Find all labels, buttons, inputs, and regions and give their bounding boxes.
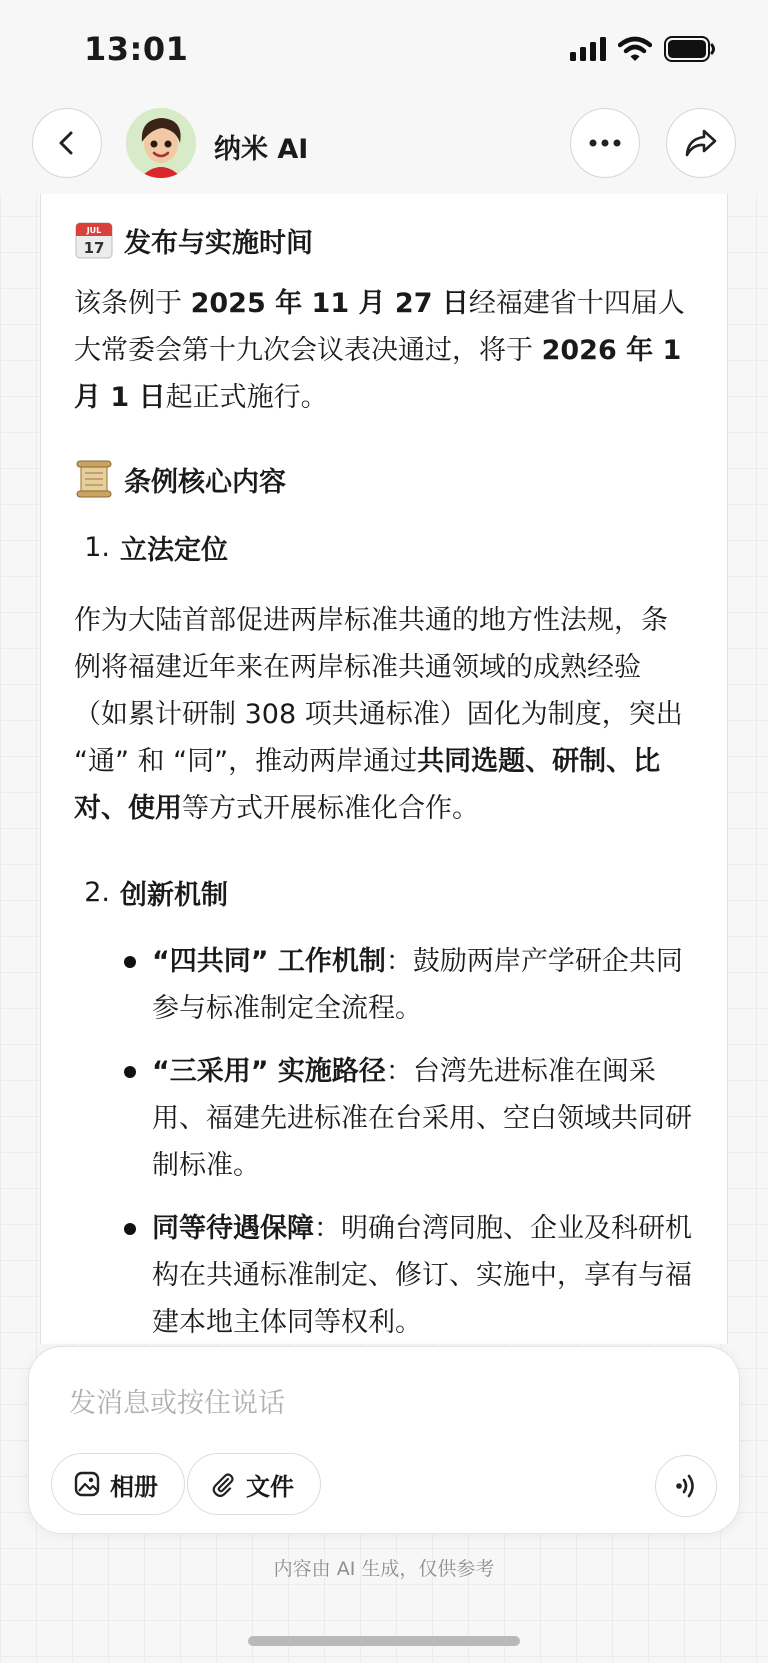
share-icon xyxy=(684,128,718,158)
image-icon xyxy=(74,1471,100,1497)
section-title: 条例核心内容 xyxy=(124,466,286,498)
para-text: 作为大陆首部促进两岸标准共通的地方性法规，条例将福建近年来在两岸标准共通领域的成熟经验（如累计研制 308 项共通标准）固化为制度，突出 “通” 和 “同”，推动两岸通过 xyxy=(74,605,683,777)
status-time: 13:01 xyxy=(84,30,189,68)
voice-icon xyxy=(672,1472,700,1500)
list-title: 创新机制 xyxy=(120,879,228,911)
chevron-left-icon xyxy=(54,130,80,156)
more-button[interactable] xyxy=(570,108,640,178)
section-title: 发布与实施时间 xyxy=(124,227,313,259)
file-label: 文件 xyxy=(246,1472,294,1501)
legislative-paragraph xyxy=(74,597,694,832)
list-item-innovation xyxy=(74,866,694,918)
scroll-icon xyxy=(74,459,114,499)
calendar-icon xyxy=(74,220,114,260)
svg-text:JUL: JUL xyxy=(86,226,102,235)
section-heading-core xyxy=(74,453,694,505)
bullet-bold: “三采用” 实施路径 xyxy=(152,1056,386,1087)
nav-bar xyxy=(0,96,768,194)
bullet-bold: 同等待遇保障 xyxy=(152,1213,314,1244)
voice-button[interactable] xyxy=(655,1455,717,1517)
list-title: 立法定位 xyxy=(120,534,228,566)
share-button[interactable] xyxy=(666,108,736,178)
status-icons xyxy=(570,36,716,62)
wifi-icon xyxy=(618,36,652,62)
list-number: 2. xyxy=(84,876,110,908)
cellular-signal-icon xyxy=(570,37,606,61)
file-button[interactable] xyxy=(187,1453,321,1515)
album-label: 相册 xyxy=(110,1472,158,1501)
para-text: 等方式开展标准化合作。 xyxy=(182,793,479,824)
section-heading-release xyxy=(74,214,694,266)
home-indicator[interactable] xyxy=(248,1636,520,1646)
list-item-legislative xyxy=(74,521,694,573)
para-text: 经福建省十四届人大常委会第十九次会议表决通过，将于 xyxy=(74,288,685,366)
svg-text:17: 17 xyxy=(83,239,105,257)
battery-icon xyxy=(664,36,716,62)
para-bold-date: 2025 年 11 月 27 日 xyxy=(190,288,469,319)
ai-disclaimer: 内容由 AI 生成，仅供参考 xyxy=(273,1558,495,1580)
bullet-text: ：明确台湾同胞、企业及科研机构在共通标准制定、修订、实施中，享有与福建本地主体同等权利。 xyxy=(152,1213,692,1338)
bullet-item xyxy=(74,1205,694,1346)
release-paragraph xyxy=(74,280,694,421)
assistant-name[interactable]: 纳米 AI xyxy=(214,134,309,165)
paperclip-icon xyxy=(210,1471,236,1497)
composer-panel xyxy=(28,1346,740,1534)
para-bold-date: 2026 年 1 月 1 日 xyxy=(74,335,682,413)
para-text: 该条例于 xyxy=(74,288,191,319)
message-content xyxy=(74,214,694,1346)
bullet-item xyxy=(74,1048,694,1189)
bullet-text: ：鼓励两岸产学研企共同参与标准制定全流程。 xyxy=(152,946,683,1024)
status-bar xyxy=(0,0,768,96)
avatar-image xyxy=(126,108,196,178)
album-button[interactable] xyxy=(51,1453,185,1515)
bullet-bold: “四共同” 工作机制 xyxy=(152,946,386,977)
list-number: 1. xyxy=(84,531,110,563)
para-bold: 共同选题、研制、比对、使用 xyxy=(74,746,661,824)
more-icon xyxy=(588,138,622,148)
assistant-avatar[interactable] xyxy=(126,108,196,178)
back-button[interactable] xyxy=(32,108,102,178)
bullet-text: ：台湾先进标准在闽采用、福建先进标准在台采用、空白领域共同研制标准。 xyxy=(152,1056,692,1181)
para-text: 起正式施行。 xyxy=(165,382,328,413)
message-input[interactable]: 发消息或按住说话 xyxy=(69,1388,285,1419)
bullet-item xyxy=(74,938,694,1032)
